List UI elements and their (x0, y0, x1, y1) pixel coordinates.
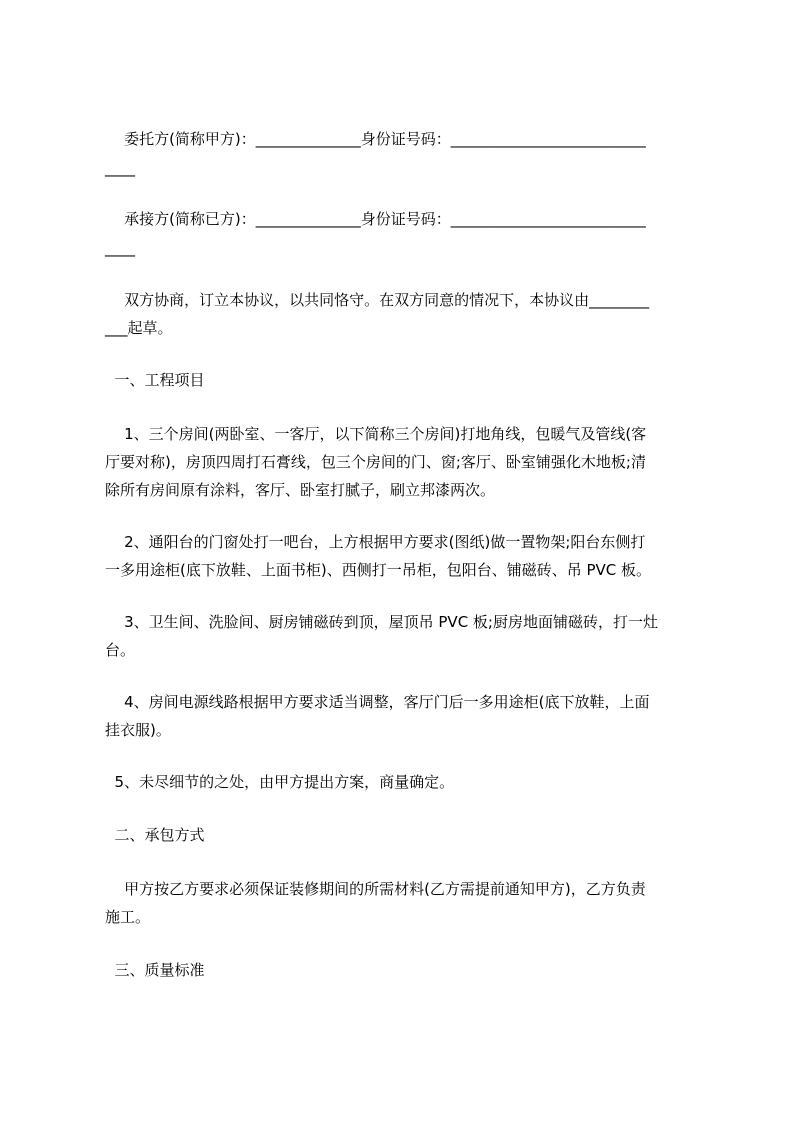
item-4-line-1: 4、房间电源线路根据甲方要求适当调整，客厅门后一多用途柜(底下放鞋，上面 (105, 693, 650, 711)
item-1-line-2: 厅要对称)，房顶四周打石膏线，包三个房间的门、窗;客厅、卧室铺强化木地板;清 (105, 453, 646, 471)
client-line: 委托方(简称甲方)：______________身份证号码：__________________________ (105, 130, 646, 148)
item-2-line-1: 2、通阳台的门窗处打一吧台，上方根据甲方要求(图纸)做一置物架;阳台东侧打 (105, 533, 646, 551)
item-1-line-3: 除所有房间原有涂料，客厅、卧室打腻子，刷立邦漆两次。 (105, 481, 496, 499)
agreement-paragraph-cont: ___起草。 (105, 319, 173, 337)
item-2-line-2: 一多用途柜(底下放鞋、上面书柜)、西侧打一吊柜，包阳台、铺磁砖、吊 PVC 板。 (105, 561, 652, 579)
section-heading-project: 一、工程项目 (105, 371, 205, 389)
agreement-paragraph: 双方协商，订立本协议，以共同恪守。在双方同意的情况下，本协议由________ (105, 291, 650, 309)
contract-paragraph-line-2: 施工。 (105, 908, 151, 926)
section-heading-quality: 三、质量标准 (105, 961, 205, 979)
item-3-line-1: 3、卫生间、洗脸间、厨房铺磁砖到顶，屋顶吊 PVC 板;厨房地面铺磁砖，打一灶 (105, 613, 658, 631)
item-5: 5、未尽细节的之处，由甲方提出方案，商量确定。 (105, 773, 455, 791)
contract-paragraph-line-1: 甲方按乙方要求必须保证装修期间的所需材料(乙方需提前通知甲方)，乙方负责 (105, 880, 646, 898)
contractor-line-cont: ____ (105, 239, 135, 257)
item-1-line-1: 1、三个房间(两卧室、一客厅，以下简称三个房间)打地角线，包暖气及管线(客 (105, 425, 647, 443)
item-3-line-2: 台。 (105, 641, 136, 659)
contractor-line: 承接方(简称已方)：______________身份证号码：__________________________ (105, 210, 646, 228)
client-line-cont: ____ (105, 159, 135, 177)
item-4-line-2: 挂衣服)。 (105, 721, 171, 739)
section-heading-contract: 二、承包方式 (105, 826, 205, 844)
